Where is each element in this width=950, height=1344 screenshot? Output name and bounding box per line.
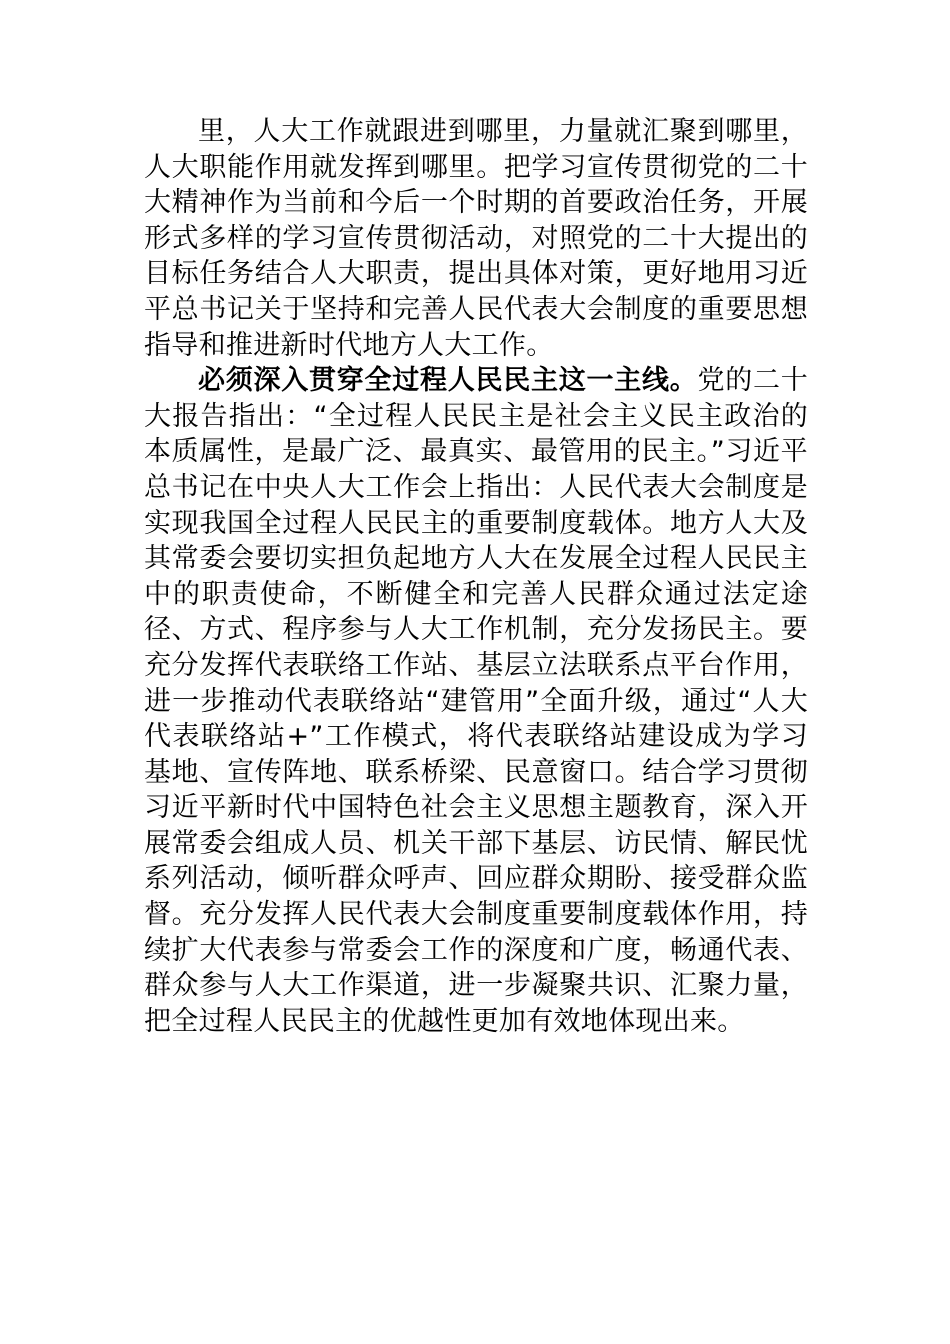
paragraph-2 [144, 363, 808, 1039]
paragraph-2-text: 党的二十大报告指出：“全过程人民民主是社会主义民主政治的本质属性，是最广泛、最真实、最管用的民主。”习近平总书记在中央人大工作会上指出：人民代表大会制度是实现我国全过程人民民主的重要制度载体。地方人大及其常委会要切实担负起地方人大在发展全过程人民民主中的职责使命，不断健全和完善人民群众通过法定途径、方式、程序参与人大工作机制，充分发扬民主。要充分发挥代表联络工作站、基层立法联系点平台作用，进一步推动代表联络站“建管用”全面升级，通过“人大代表联络站+”工作模式，将代表联络站建设成为学习基地、宣传阵地、联系桥梁、民意窗口。结合学习贯彻习近平新时代中国特色社会主义思想主题教育，深入开展常委会组成人员、机关干部下基层、访民情、解民忧系列活动，倾听群众呼声、回应群众期盼、接受群众监督。充分发挥人民代表大会制度重要制度载体作用，持续扩大代表参与常委会工作的深度和广度，畅通代表、群众参与人大工作渠道，进一步凝聚共识、汇聚力量，把全过程人民民主的优越性更加有效地体现出来。 [144, 365, 808, 1037]
paragraph-1-text: 里，人大工作就跟进到哪里，力量就汇聚到哪里，人大职能作用就发挥到哪里。把学习宣传贯彻党的二十大精神作为当前和今后一个时期的首要政治任务，开展形式多样的学习宣传贯彻活动，对照党的二十大提出的目标任务结合人大职责，提出具体对策，更好地用习近平总书记关于坚持和完善人民代表大会制度的重要思想指导和推进新时代地方人大工作。 [144, 116, 808, 361]
paragraph-2-heading: 必须深入贯穿全过程人民民主这一主线。 [198, 365, 698, 397]
paragraph-1 [144, 114, 808, 363]
body-text [144, 114, 808, 1039]
